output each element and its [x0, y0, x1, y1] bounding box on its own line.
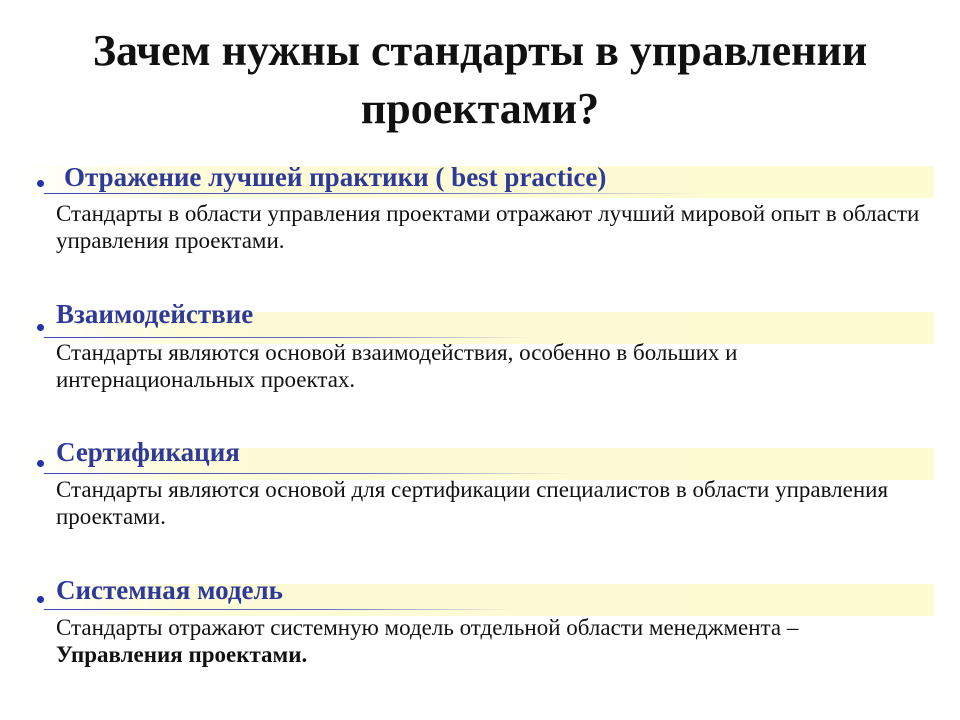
section-text-bold: Управления проектами.: [56, 642, 308, 667]
section-rule: [44, 337, 534, 338]
section-heading: Сертификация: [56, 437, 240, 467]
section-rule: [44, 473, 574, 474]
section-text: Стандарты в области управления проектами отражают лучший мировой опыт в области управления проектами.: [56, 201, 920, 253]
bullet-icon: [37, 596, 44, 603]
section-text-plain: Стандарты отражают системную модель отдельной области менеджмента –: [56, 615, 799, 640]
section-heading: Взаимодействие: [56, 299, 254, 329]
slide-title: Зачем нужны стандарты в управлении проектами?: [92, 26, 868, 133]
bullet-icon: [37, 460, 44, 467]
section-heading: Системная модель: [56, 575, 283, 605]
section-rule: [44, 193, 704, 194]
section-heading: Отражение лучшей практики ( best practice): [64, 162, 607, 192]
bullet-icon: [37, 180, 44, 187]
bullet-icon: [37, 324, 44, 331]
section-text: Стандарты являются основой взаимодействия, особенно в больших и интернациональных проектах.: [56, 340, 738, 392]
section-rule: [44, 609, 514, 610]
section-text: [56, 614, 936, 668]
section-text: Стандарты являются основой для сертификации специалистов в области управления проектами.: [56, 477, 889, 529]
